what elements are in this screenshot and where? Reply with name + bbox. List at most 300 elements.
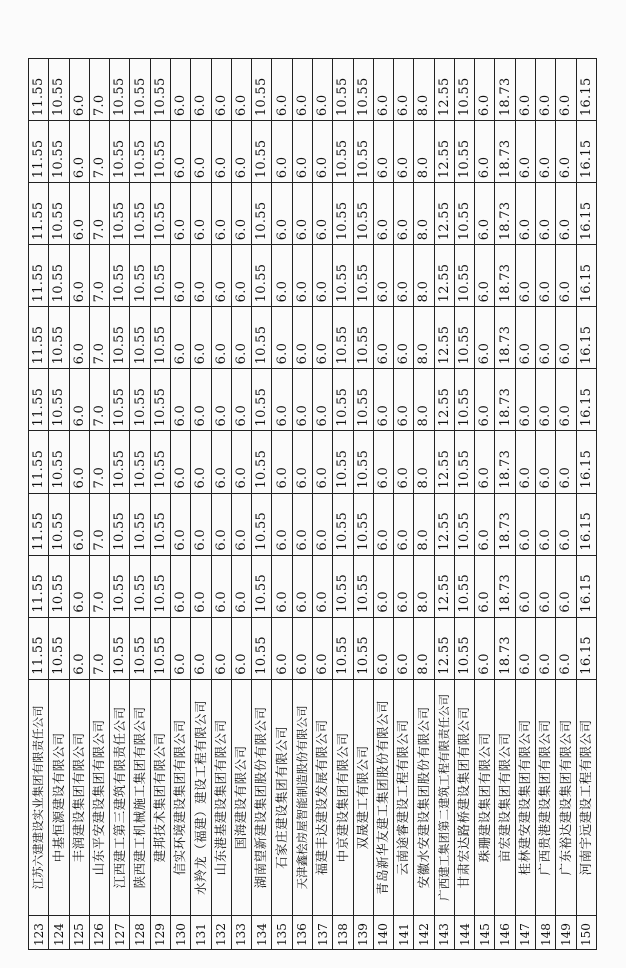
score-cell: 18.73 [495, 555, 515, 617]
score-cell: 16.15 [576, 493, 596, 555]
score-cell: 6.0 [373, 307, 393, 369]
table-row [110, 59, 130, 950]
score-cell: 10.55 [333, 59, 353, 121]
score-cell: 6.0 [515, 59, 535, 121]
score-cell: 6.0 [231, 59, 251, 121]
score-cell: 12.55 [434, 307, 454, 369]
score-cell: 10.55 [110, 121, 130, 183]
score-cell: 10.55 [150, 59, 170, 121]
row-number: 129 [150, 915, 170, 949]
table-row [130, 59, 150, 950]
score-cell: 10.55 [333, 121, 353, 183]
score-cell: 10.55 [353, 307, 373, 369]
table-row [252, 59, 272, 950]
score-cell: 6.0 [475, 307, 495, 369]
score-cell: 6.0 [231, 431, 251, 493]
score-cell: 10.55 [49, 369, 69, 431]
score-cell: 6.0 [515, 121, 535, 183]
score-cell: 10.55 [353, 555, 373, 617]
score-cell: 6.0 [292, 493, 312, 555]
score-cell: 6.0 [475, 555, 495, 617]
score-cell: 10.55 [150, 307, 170, 369]
score-cell: 6.0 [536, 617, 556, 679]
score-cell: 12.55 [434, 493, 454, 555]
score-cell: 8.0 [414, 183, 434, 245]
score-cell: 10.55 [252, 183, 272, 245]
score-cell: 10.55 [353, 369, 373, 431]
score-cell: 10.55 [454, 617, 474, 679]
score-cell: 6.0 [536, 431, 556, 493]
score-cell: 10.55 [252, 555, 272, 617]
score-cell: 6.0 [272, 617, 292, 679]
score-cell: 6.0 [394, 493, 414, 555]
score-cell: 6.0 [292, 121, 312, 183]
score-cell: 12.55 [434, 59, 454, 121]
score-cell: 18.73 [495, 183, 515, 245]
company-name: 云南途睿建设工程有限公司 [394, 679, 414, 915]
score-cell: 10.55 [130, 245, 150, 307]
score-table [28, 58, 597, 950]
score-cell: 6.0 [211, 183, 231, 245]
score-cell: 6.0 [211, 59, 231, 121]
score-cell: 7.0 [89, 369, 109, 431]
score-cell: 6.0 [170, 617, 190, 679]
score-cell: 8.0 [414, 245, 434, 307]
score-cell: 16.15 [576, 307, 596, 369]
score-cell: 6.0 [191, 431, 211, 493]
company-name: 江西建工第三建筑有限责任公司 [110, 679, 130, 915]
table-row [170, 59, 190, 950]
score-cell: 10.55 [130, 59, 150, 121]
score-cell: 11.55 [29, 431, 49, 493]
score-cell: 10.55 [110, 245, 130, 307]
score-cell: 10.55 [333, 431, 353, 493]
score-cell: 6.0 [515, 307, 535, 369]
row-number: 135 [272, 915, 292, 949]
company-name: 湖南望新建设集团股份有限公司 [252, 679, 272, 915]
score-cell: 6.0 [312, 59, 332, 121]
score-cell: 6.0 [170, 493, 190, 555]
score-cell: 10.55 [252, 369, 272, 431]
score-cell: 10.55 [130, 121, 150, 183]
score-cell: 11.55 [29, 307, 49, 369]
score-cell: 6.0 [272, 183, 292, 245]
score-cell: 6.0 [556, 183, 576, 245]
table-row [231, 59, 251, 950]
score-cell: 16.15 [576, 59, 596, 121]
score-cell: 10.55 [110, 617, 130, 679]
score-cell: 6.0 [272, 493, 292, 555]
table-row [333, 59, 353, 950]
score-cell: 6.0 [69, 59, 89, 121]
score-cell: 10.55 [110, 493, 130, 555]
score-cell: 7.0 [89, 59, 109, 121]
score-cell: 6.0 [272, 431, 292, 493]
score-cell: 6.0 [312, 183, 332, 245]
score-cell: 6.0 [170, 121, 190, 183]
score-cell: 6.0 [69, 245, 89, 307]
score-cell: 6.0 [211, 493, 231, 555]
score-cell: 6.0 [211, 245, 231, 307]
score-cell: 16.15 [576, 555, 596, 617]
score-cell: 18.73 [495, 59, 515, 121]
score-cell: 12.55 [434, 183, 454, 245]
score-cell: 6.0 [475, 493, 495, 555]
score-cell: 6.0 [394, 617, 414, 679]
row-number: 141 [394, 915, 414, 949]
score-cell: 8.0 [414, 59, 434, 121]
score-cell: 10.55 [130, 617, 150, 679]
score-cell: 10.55 [454, 183, 474, 245]
score-cell: 6.0 [191, 369, 211, 431]
score-cell: 6.0 [231, 369, 251, 431]
score-cell: 16.15 [576, 183, 596, 245]
row-number: 125 [69, 915, 89, 949]
score-cell: 11.55 [29, 617, 49, 679]
company-name: 桂林建安建设集团有限公司 [515, 679, 535, 915]
score-cell: 10.55 [130, 431, 150, 493]
score-cell: 10.55 [333, 183, 353, 245]
score-cell: 6.0 [231, 307, 251, 369]
score-cell: 6.0 [373, 493, 393, 555]
score-cell: 10.55 [353, 59, 373, 121]
score-cell: 6.0 [312, 245, 332, 307]
score-cell: 6.0 [373, 431, 393, 493]
score-cell: 6.0 [556, 369, 576, 431]
score-cell: 7.0 [89, 245, 109, 307]
score-cell: 6.0 [231, 555, 251, 617]
score-cell: 10.55 [49, 617, 69, 679]
score-cell: 6.0 [312, 307, 332, 369]
row-number: 138 [333, 915, 353, 949]
score-cell: 6.0 [191, 245, 211, 307]
score-cell: 10.55 [150, 245, 170, 307]
score-cell: 18.73 [495, 493, 515, 555]
score-cell: 6.0 [211, 617, 231, 679]
score-cell: 10.55 [454, 369, 474, 431]
score-cell: 11.55 [29, 183, 49, 245]
score-cell: 8.0 [414, 307, 434, 369]
company-name: 福建丰达建设发展有限公司 [312, 679, 332, 915]
score-cell: 6.0 [475, 59, 495, 121]
score-cell: 6.0 [556, 307, 576, 369]
score-cell: 7.0 [89, 431, 109, 493]
score-cell: 6.0 [536, 245, 556, 307]
row-number: 132 [211, 915, 231, 949]
score-cell: 8.0 [414, 617, 434, 679]
score-cell: 10.55 [130, 555, 150, 617]
score-cell: 6.0 [211, 307, 231, 369]
score-cell: 6.0 [211, 431, 231, 493]
table-row [150, 59, 170, 950]
score-cell: 10.55 [110, 183, 130, 245]
company-name: 信实环境建设集团有限公司 [170, 679, 190, 915]
score-cell: 6.0 [292, 431, 312, 493]
score-cell: 10.55 [454, 59, 474, 121]
score-cell: 18.73 [495, 617, 515, 679]
score-cell: 6.0 [69, 555, 89, 617]
score-cell: 6.0 [272, 555, 292, 617]
score-cell: 6.0 [170, 245, 190, 307]
score-cell: 10.55 [454, 121, 474, 183]
row-number: 128 [130, 915, 150, 949]
score-cell: 6.0 [556, 493, 576, 555]
score-cell: 12.55 [434, 369, 454, 431]
score-cell: 6.0 [231, 617, 251, 679]
table-row [454, 59, 474, 950]
score-cell: 6.0 [231, 183, 251, 245]
company-name: 山东平安建设集团有限公司 [89, 679, 109, 915]
table-body [29, 59, 597, 950]
row-number: 137 [312, 915, 332, 949]
score-cell: 6.0 [394, 369, 414, 431]
row-number: 148 [536, 915, 556, 949]
company-name: 广西贵港建设集团有限公司 [536, 679, 556, 915]
score-cell: 6.0 [373, 245, 393, 307]
table-row [69, 59, 89, 950]
row-number: 134 [252, 915, 272, 949]
score-cell: 6.0 [394, 431, 414, 493]
score-cell: 6.0 [373, 183, 393, 245]
score-cell: 8.0 [414, 369, 434, 431]
score-cell: 6.0 [515, 493, 535, 555]
score-cell: 6.0 [556, 431, 576, 493]
score-cell: 6.0 [556, 617, 576, 679]
company-name: 天津鑫桧房屋智能制造股份有限公司 [292, 679, 312, 915]
score-cell: 6.0 [536, 555, 556, 617]
table-row [89, 59, 109, 950]
score-cell: 6.0 [373, 617, 393, 679]
score-cell: 6.0 [536, 307, 556, 369]
table-row [49, 59, 69, 950]
score-cell: 6.0 [515, 369, 535, 431]
score-cell: 6.0 [69, 183, 89, 245]
score-cell: 10.55 [130, 183, 150, 245]
company-name: 广东裕达建设集团有限公司 [556, 679, 576, 915]
score-cell: 10.55 [150, 431, 170, 493]
score-cell: 10.55 [110, 59, 130, 121]
score-cell: 10.55 [333, 369, 353, 431]
row-number: 124 [49, 915, 69, 949]
row-number: 143 [434, 915, 454, 949]
score-cell: 10.55 [454, 245, 474, 307]
table-row [211, 59, 231, 950]
table-row [191, 59, 211, 950]
company-name: 中京建设集团有限公司 [333, 679, 353, 915]
score-cell: 6.0 [515, 431, 535, 493]
rotated-table-container [28, 58, 597, 950]
score-cell: 6.0 [394, 555, 414, 617]
row-number: 144 [454, 915, 474, 949]
row-number: 127 [110, 915, 130, 949]
score-cell: 6.0 [394, 245, 414, 307]
score-cell: 16.15 [576, 617, 596, 679]
score-cell: 7.0 [89, 493, 109, 555]
company-name: 陕西建工机械施工集团有限公司 [130, 679, 150, 915]
score-cell: 10.55 [353, 183, 373, 245]
score-cell: 12.55 [434, 617, 454, 679]
score-cell: 6.0 [170, 183, 190, 245]
score-cell: 6.0 [69, 307, 89, 369]
score-cell: 6.0 [231, 245, 251, 307]
score-cell: 10.55 [49, 493, 69, 555]
score-cell: 10.55 [110, 555, 130, 617]
score-cell: 6.0 [373, 369, 393, 431]
score-cell: 6.0 [69, 431, 89, 493]
row-number: 150 [576, 915, 596, 949]
company-name: 丰润建设集团有限公司 [69, 679, 89, 915]
score-cell: 6.0 [69, 617, 89, 679]
table-row [394, 59, 414, 950]
row-number: 147 [515, 915, 535, 949]
score-cell: 10.55 [353, 121, 373, 183]
score-cell: 11.55 [29, 121, 49, 183]
score-cell: 7.0 [89, 183, 109, 245]
score-cell: 10.55 [150, 617, 170, 679]
score-cell: 10.55 [49, 183, 69, 245]
table-row [495, 59, 515, 950]
company-name: 山东港基建设集团有限公司 [211, 679, 231, 915]
score-cell: 6.0 [556, 245, 576, 307]
score-cell: 12.55 [434, 245, 454, 307]
score-cell: 10.55 [454, 431, 474, 493]
score-cell: 10.55 [150, 369, 170, 431]
score-cell: 10.55 [150, 493, 170, 555]
score-cell: 6.0 [475, 431, 495, 493]
table-row [373, 59, 393, 950]
row-number: 126 [89, 915, 109, 949]
score-cell: 10.55 [454, 555, 474, 617]
score-cell: 6.0 [292, 555, 312, 617]
row-number: 123 [29, 915, 49, 949]
score-cell: 10.55 [110, 431, 130, 493]
score-cell: 10.55 [110, 369, 130, 431]
score-cell: 18.73 [495, 121, 515, 183]
score-cell: 12.55 [434, 121, 454, 183]
score-cell: 16.15 [576, 369, 596, 431]
score-cell: 6.0 [272, 245, 292, 307]
score-cell: 10.55 [252, 617, 272, 679]
company-name: 水羚龙（福建）建设工程有限公司 [191, 679, 211, 915]
score-cell: 6.0 [191, 183, 211, 245]
score-cell: 6.0 [536, 59, 556, 121]
table-row [353, 59, 373, 950]
score-cell: 6.0 [272, 121, 292, 183]
row-number: 145 [475, 915, 495, 949]
score-cell: 6.0 [170, 307, 190, 369]
score-cell: 6.0 [556, 121, 576, 183]
company-name: 河南宇远建设工程有限公司 [576, 679, 596, 915]
table-row [515, 59, 535, 950]
score-cell: 10.55 [130, 493, 150, 555]
score-cell: 6.0 [556, 555, 576, 617]
score-cell: 6.0 [191, 59, 211, 121]
row-number: 130 [170, 915, 190, 949]
company-name: 青岛新华友建工集团股份有限公司 [373, 679, 393, 915]
row-number: 136 [292, 915, 312, 949]
company-name: 石家庄建设集团有限公司 [272, 679, 292, 915]
score-cell: 6.0 [272, 369, 292, 431]
score-cell: 8.0 [414, 121, 434, 183]
score-cell: 12.55 [434, 431, 454, 493]
score-cell: 6.0 [475, 617, 495, 679]
table-row [272, 59, 292, 950]
score-cell: 10.55 [454, 493, 474, 555]
score-cell: 6.0 [231, 493, 251, 555]
company-name: 江苏六建建设实业集团有限责任公司 [29, 679, 49, 915]
score-cell: 18.73 [495, 307, 515, 369]
score-cell: 6.0 [515, 183, 535, 245]
score-cell: 10.55 [333, 617, 353, 679]
score-cell: 6.0 [475, 245, 495, 307]
score-cell: 11.55 [29, 245, 49, 307]
score-cell: 16.15 [576, 121, 596, 183]
score-cell: 10.55 [353, 493, 373, 555]
score-cell: 8.0 [414, 431, 434, 493]
score-cell: 6.0 [394, 59, 414, 121]
score-cell: 10.55 [333, 245, 353, 307]
score-cell: 6.0 [292, 183, 312, 245]
score-cell: 6.0 [394, 183, 414, 245]
score-cell: 10.55 [353, 617, 373, 679]
row-number: 142 [414, 915, 434, 949]
score-cell: 7.0 [89, 617, 109, 679]
score-cell: 6.0 [170, 555, 190, 617]
company-name: 中基恒源建设有限公司 [49, 679, 69, 915]
score-cell: 6.0 [536, 493, 556, 555]
score-cell: 10.55 [130, 369, 150, 431]
score-cell: 6.0 [170, 431, 190, 493]
score-cell: 6.0 [191, 121, 211, 183]
score-cell: 6.0 [394, 307, 414, 369]
score-cell: 6.0 [373, 59, 393, 121]
row-number: 133 [231, 915, 251, 949]
score-cell: 18.73 [495, 369, 515, 431]
score-cell: 6.0 [211, 555, 231, 617]
score-cell: 11.55 [29, 59, 49, 121]
score-cell: 6.0 [312, 121, 332, 183]
score-cell: 6.0 [475, 121, 495, 183]
row-number: 149 [556, 915, 576, 949]
score-cell: 10.55 [49, 59, 69, 121]
score-cell: 6.0 [515, 617, 535, 679]
score-cell: 6.0 [69, 369, 89, 431]
score-cell: 7.0 [89, 555, 109, 617]
company-name: 广西建工集团第二建筑工程有限责任公司 [434, 679, 454, 915]
score-cell: 6.0 [231, 121, 251, 183]
table-row [292, 59, 312, 950]
score-cell: 6.0 [556, 59, 576, 121]
score-cell: 6.0 [292, 59, 312, 121]
score-cell: 16.15 [576, 245, 596, 307]
row-number: 131 [191, 915, 211, 949]
row-number: 140 [373, 915, 393, 949]
score-cell: 10.55 [49, 121, 69, 183]
table-row [434, 59, 454, 950]
row-number: 139 [353, 915, 373, 949]
score-cell: 10.55 [49, 431, 69, 493]
score-cell: 16.15 [576, 431, 596, 493]
score-cell: 18.73 [495, 431, 515, 493]
table-row [536, 59, 556, 950]
score-cell: 10.55 [252, 245, 272, 307]
score-cell: 6.0 [373, 555, 393, 617]
score-cell: 6.0 [312, 431, 332, 493]
score-cell: 10.55 [333, 307, 353, 369]
score-cell: 11.55 [29, 493, 49, 555]
score-cell: 10.55 [49, 555, 69, 617]
score-cell: 6.0 [394, 121, 414, 183]
